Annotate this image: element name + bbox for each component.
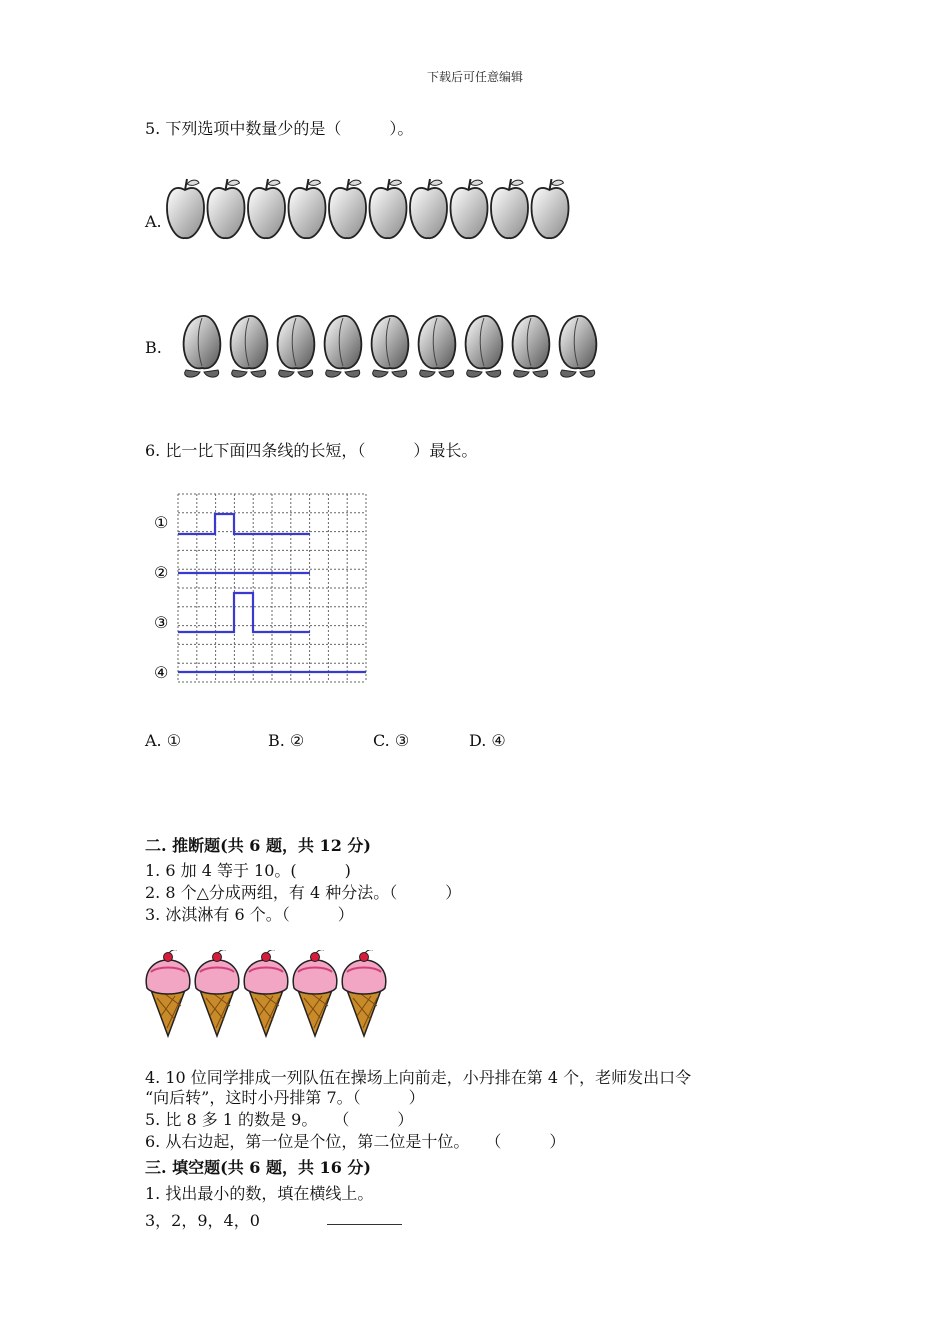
icecream-icon (244, 950, 288, 1036)
question-6-text: 6. 比一比下面四条线的长短，（ ）最长。 (145, 441, 478, 460)
q6-option-a: A. ① (145, 731, 182, 750)
s2-item-5: 5. 比 8 多 1 的数是 9。 （ ） (145, 1110, 414, 1129)
apple-icon (370, 179, 407, 238)
marker-2: ② (154, 563, 169, 582)
s2-item-2: 2. 8 个△分成两组，有 4 种分法。（ ） (145, 883, 462, 902)
apple-icon (248, 179, 285, 238)
peach-icon (419, 316, 456, 377)
peaches-illustration (176, 310, 608, 380)
q5-option-b-label: B. (145, 338, 162, 357)
apple-icon (532, 179, 569, 238)
s2-item-4: 4. 10 位同学排成一列队伍在操场上向前走，小丹排在第 4 个，老师发出口令 (145, 1068, 692, 1087)
icecream-icon (146, 950, 190, 1036)
question-5-text: 5. 下列选项中数量少的是（ ）。 (145, 119, 414, 138)
icecream-icon (342, 950, 386, 1036)
section-2-title: 二. 推断题(共 6 题，共 12 分) (145, 836, 371, 855)
s3-question-1: 1. 找出最小的数，填在横线上。 (145, 1184, 374, 1203)
apple-icon (208, 179, 245, 238)
answer-blank-line[interactable] (327, 1224, 402, 1225)
peach-icon (560, 316, 597, 377)
apple-icon (329, 179, 366, 238)
icecream-illustration (143, 950, 393, 1040)
apple-icon (167, 179, 204, 238)
s2-item-1: 1. 6 加 4 等于 10。( ) (145, 861, 351, 880)
apples-illustration (164, 176, 574, 246)
section-3-title: 三. 填空题(共 6 题，共 16 分) (145, 1158, 371, 1177)
peach-icon (372, 316, 409, 377)
icecream-icon (195, 950, 239, 1036)
peach-icon (278, 316, 315, 377)
icecream-icon (293, 950, 337, 1036)
apple-icon (289, 179, 326, 238)
s3-numbers: 3，2，9，4，0 (145, 1211, 260, 1230)
peach-icon (513, 316, 550, 377)
marker-1: ① (154, 513, 169, 532)
apple-icon (491, 179, 528, 238)
s2-item-4-cont: “向后转”，这时小丹排第 7。（ ） (145, 1088, 425, 1107)
q6-option-d: D. ④ (469, 731, 506, 750)
q6-option-b: B. ② (268, 731, 305, 750)
peach-icon (231, 316, 268, 377)
page-header: 下载后可任意编辑 (426, 70, 523, 84)
s2-item-6: 6. 从右边起，第一位是个位，第二位是十位。 （ ） (145, 1132, 566, 1151)
grid-lines (178, 494, 366, 682)
apple-icon (410, 179, 447, 238)
marker-3: ③ (154, 613, 169, 632)
q6-option-c: C. ③ (373, 731, 410, 750)
apple-icon (451, 179, 488, 238)
peach-icon (184, 316, 221, 377)
peach-icon (466, 316, 503, 377)
line-3 (178, 593, 310, 632)
line-1 (178, 514, 310, 534)
marker-4: ④ (154, 663, 169, 682)
peach-icon (325, 316, 362, 377)
lines-grid-figure (150, 490, 372, 690)
s2-item-3: 3. 冰淇淋有 6 个。（ ） (145, 905, 354, 924)
q5-option-a-label: A. (145, 212, 162, 231)
